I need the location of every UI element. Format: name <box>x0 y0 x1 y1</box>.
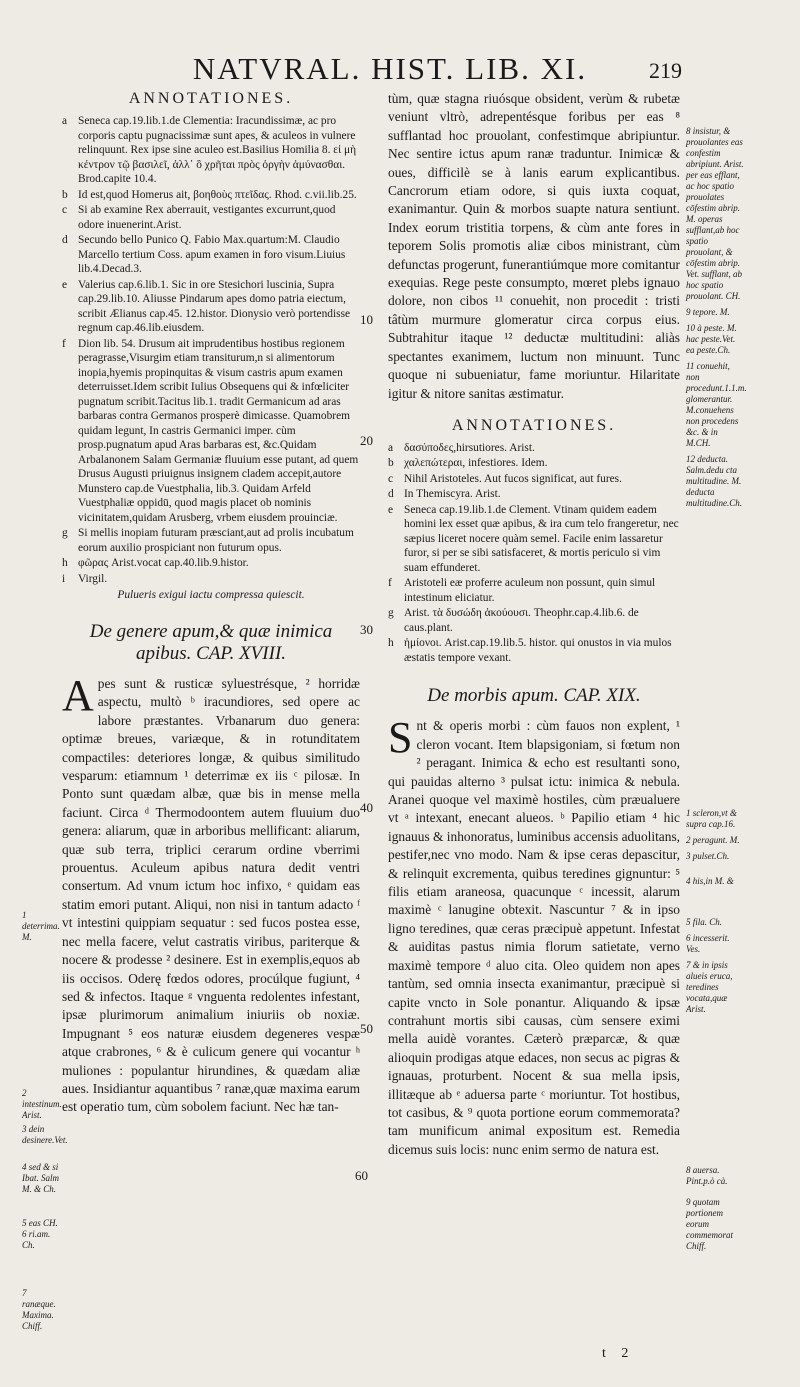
line-number: 60 <box>355 1168 368 1183</box>
marginal-note: 9 quotam portionem eorum commemorat Chiff. <box>686 1197 733 1251</box>
marginal-note: 3 pulset.Ch. <box>686 851 730 861</box>
marginal-note: 4 his,in M. & <box>686 876 734 886</box>
annotations-heading-left: ANNOTATIONES. <box>128 90 294 107</box>
right-marginal-notes <box>686 126 747 514</box>
page-number: 219 <box>649 58 682 83</box>
left-marginal-note: 2 intestinum. Arist. <box>22 1088 62 1120</box>
line-number: 50 <box>360 1021 373 1036</box>
chapter-18-continuation: tùm, quæ stagna riuósque obsident, verùm & rubetæ veniunt vltrò, adrepentésque foribus per eas ⁸ sufflantad hoc prouolant, confestimque abripiuntur. Nec sentire ictus apum ranæ traduntur. Inimicæ & oues, difficilè se à lanis earum explicantibus. Cancrorum etiam odore, si quis iuxta coquat, exanimantur. Quin & morbos suapte natura sentiunt. Index eorum tristitia torpens, & cùm ante fores in teporem Solis promotis aliæ cibos ministrant, cùm defunctas progerunt, funerantiúmque more comitantur exequias. Rege peste consumpto, mœret plebs ignauo dolore, non cibos ¹¹ conuehit, non procedit : tristi tâtùm murmure glomeratur circa corpus eius. Subtrahitur itaque ¹² deductæ multitudini: aliàs spectantes exanimem, luctum non minuunt. Tunc quoque ni subueniatur, fame moriuntur. Hilaritate igitur & nitore sanitas æstimatur. <box>388 91 680 401</box>
annotations-list-left <box>62 114 360 586</box>
annotation-item: c Nihil Aristoteles. Aut fucos significat, aut fures. <box>388 472 622 485</box>
marginal-note: 5 fila. Ch. <box>686 917 723 927</box>
marginal-note: 2 peragunt. M. <box>686 835 740 845</box>
chapter-heading-19: De morbis apum. CAP. XIX. <box>427 685 641 707</box>
annotation-item: a Seneca cap.19.lib.1.de Clementia: Iracundissimæ, ac pro corporis captu pugnacissimæ sunt apes, & aculeos in vulnere relinquunt. Rex ipse sine aculeo est.Basilius Homilia 8. εἰ μὴ κέντρον τῷ βασιλεῖ, ἀλλ᾽ ὃ χρῆται πρὸς ὀργὴν ἀμύνασθαι. Brod.capite 10.4. <box>62 115 357 185</box>
marginal-note: 12 deducta. Salm.dedu cta multitudine. M. deducta multitudine.Ch. <box>686 454 742 508</box>
left-marginal-note: 1 deterrima. M. <box>22 910 60 942</box>
annotation-item: h φῶρας Arist.vocat cap.40.lib.9.histor. <box>62 557 249 569</box>
marginal-note: 11 conuehit, non procedunt.1.1.m. glomerantur. M.conuehens non procedens &c. & in M.CH. <box>686 361 747 448</box>
marginal-note: 1 scleron,vt & supra cap.16. <box>686 808 737 829</box>
annotations-heading-right: ANNOTATIONES. <box>451 416 617 434</box>
running-header-title: NATVRAL. HIST. LIB. XI. <box>192 51 588 86</box>
chapter-19-text: Snt & operis morbi : cùm fauos non explent, ¹ cleron vocant. Item blapsigoniam, si fœtum non ² peragant. Inimica & echo est resultanti sono, qui pauidas alterno ³ pulsat ictu: inimica & nebula. Aranei quoque vel maximè hostiles, cùm præualuere vt ᵃ intexant, enecant alueos. ᵇ Papilio etiam ⁴ hic ignauus & inhonoratus, luminibus accensis aduolitans, pestifer,nec vno modo. Nam & ipse ceras depascitur, & relinquit excrementa, quibus teredines gignuntur: ⁵ filis etiam araneosa, quacunque ᶜ incessit, alarum maximè ᶜ lanugine obtexit. Nascuntur ⁷ & in ipso ligno teredines, quæ ceras præcipuè appetunt. Infestat & auiditas pastus nimia florum satietate, verno maximè tempore ᵈ aluo cita. Oleo quidem non apes tantùm, sed omnia insecta exanimantur, præcipuè si capite vncto in Sole ponantur. Aliquando & ipsæ contrahunt mortis sibi causas, cùm sensere eximi mella auidè vorantes. Cæterò præparcæ, & quæ alioquin prodigas atque edaces, non secus ac pigras & ignauas, proturbent. Nocent & sua mella ipsis, illitæque ab ᵉ aduersa parte ᶜ moriuntur. Tot hostibus, tot casibus, & ⁹ quota portione eorum commemorata? tam munificum animal expositum est. Remedia dicemus suis locis: nunc enim sermo de natura est. <box>388 713 680 1157</box>
annotation-closing-verse: Pulueris exigui iactu compressa quiescit. <box>117 589 305 601</box>
marginal-note: 7 & in ipsis alueis eruca, teredines vocata,quæ Arist. <box>686 960 733 1014</box>
left-marginal-note: 7 ranæque. Maxima. Chiff. <box>22 1288 56 1331</box>
right-column <box>388 90 680 1159</box>
marginal-note: 8 auersa. Pint.p.ò cà. <box>686 1165 728 1186</box>
marginal-note: 8 insistur, & prouolantes eas confestim abripiunt. Arist. per eas efflant, ac hoc spatio prouolates cōfestim abrip. M. operas sufflant,ab hoc spatio prouolant, & cōfestim abrip. Vet. sufflant, ab hoc spatio prouolant. CH. <box>686 126 744 301</box>
annotation-item: e Valerius cap.6.lib.1. Sic in ore Stesichori luscinia, Supra cap.29.lib.10. Aliusse Pindarum apes domo patria eiectum, scribit Ælianus cap.45. 12.histor. Dionysio verò portendisse regnum cap.46.lib.eiusdem. <box>62 278 351 334</box>
chapter-18-text: Apes sunt & rusticæ syluestrésque, ² horridæ aspectu, multò ᵇ iracundiores, sed opere ac labore præstantes. Vrbanarum duo genera: optimæ breues, variæque, & in rotunditatem compactiles: deteriores longæ, & quibus similitudo vesparum: etiamnum ¹ deterrimæ ex iis ᶜ pilosæ. In Ponto sunt quædam albæ, quæ bis in mense mella faciunt. Circa ᵈ Thermodoontem autem fluuium duo genera: aliarum, quæ in arboribus mellificant: aliarum, quæ sub terra, triplici cerarum ordine vberrimi prouentus. Aculeum apibus natura dedit ventri consertum. Ad vnum ictum hoc infixo, ᵉ quidam eas statim emori putant. Aliqui, non nisi in tantum adacto ᶠ vt intestini quippiam sequatur : sed fucos postea esse, nec mella facere, velut castratis viribus, pariterque & nocere & prodesse ² desinere. Est in exemplis,equos ab iis occisos. Oderę fœdos odores, procúlque fugiunt, ⁴ sed & infectos. Itaque ᵍ vnguenta redolentes infestant, ipsæ plurimorum animalium iniuriis ob noxiæ. Impugnant ⁵ eos naturæ eiusdem degeneres vespæ atque crabrones, ⁶ & è culicum genere qui vocantur ʰ muliones : populantur hirundines, & quædam aliæ aues. Insidiantur aquantibus ⁷ ranæ,quæ maxima earum est operatio tum, cùm sobolem faciunt. Nec hæ tan- <box>62 671 360 1115</box>
left-marginal-note: 3 dein desinere.Vet. <box>22 1124 68 1145</box>
left-column <box>62 90 360 1117</box>
marginal-note: 9 tepore. M. <box>686 307 730 317</box>
annotation-item: d In Themiscyra. Arist. <box>388 488 501 501</box>
annotation-item: g Si mellis inopiam futuram præsciant,aut ad prolis incubatum eorum auxilio prospiciant non futurum opus. <box>62 527 354 554</box>
signature-mark: t 2 <box>602 1346 635 1361</box>
line-number: 10 <box>360 312 373 327</box>
left-marginal-note: 4 sed & si Ibat. Salm M. & Ch. <box>22 1162 59 1194</box>
annotation-item: f Dion lib. 54. Drusum ait imprudentibus hostibus regionem peragrasse,Visurgim etiam transiturum,n si alimentorum inopia,hyemis propinquitas & visum castris apum examen deterruisset.Idem scribit Iulius Obsequens qui & infœliciter pugnatum scribit.Tacitus lib.1. tradit Germanicum ad aras barbaras contra Germanos prosperè dimicasse. Quamobrem quidam legunt, In castris Germanici imper. cùm prosp.pugnatum apud Aras barbaras est, &c.Quidam Arbalanonem Salam Germaniæ fluuium esse putant, ad quem Drusus Augusti priuignus insignem cladem accepit,autore Munstero cap.de Vuestphalia, lib.3. Quidam Arfeld Vuestphaliæ oppidū, quod magis placet ob nominis vicinitatem,quidam Arusberg, vrbem eiusdem prouinciæ. <box>62 337 359 524</box>
annotation-item: b χαλεπώτεραι, infestiores. Idem. <box>388 457 548 470</box>
annotation-item: f Aristoteli eæ proferre aculeum non possunt, quin simul intestinum eliciatur. <box>388 577 656 604</box>
annotation-item: g Arist. τὰ δυσώδη ἀκούουσι. Theophr.cap.4.lib.6. de caus.plant. <box>388 607 639 634</box>
annotation-item: e Seneca cap.19.lib.1.de Clement. Vtinam quidem eadem homini lex esset quæ apibus, & ira cum telo frangeretur, nec sæpius liceret nocere quàm semel. Facile enim lassaretur furor, si per se sibi satisfaceret, & mortis periculo si vim suam effunderet. <box>388 503 679 574</box>
drop-cap-left: A <box>62 671 94 720</box>
annotation-item: h ἡμίονοι. Arist.cap.19.lib.5. histor. qui onustos in via mulos æstatis tempore vexant. <box>388 637 672 664</box>
annotation-item: a δασύποδες,hirsutiores. Arist. <box>388 441 535 454</box>
annotations-list-right <box>388 441 680 666</box>
chapter-heading-18: De genere apum,& quæ inimica apibus. CAP. XVIII. <box>89 621 333 664</box>
right-marginal-notes-lower <box>686 808 744 1257</box>
left-marginal-note: 5 eas CH. 6 ri.am. Ch. <box>22 1218 58 1250</box>
drop-cap-right: S <box>388 713 413 763</box>
marginal-note: 6 incesserit. Ves. <box>686 933 730 954</box>
annotation-item: b Id est,quod Homerus ait, βοηθοὺς πτεῖδας. Rhod. c.vii.lib.25. <box>62 188 357 201</box>
marginal-note: 10 à peste. M. hac peste.Vet. ea peste.Ch. <box>686 323 737 355</box>
line-number: 30 <box>360 622 373 637</box>
annotation-item: d Secundo bello Punico Q. Fabio Max.quartum:M. Claudio Marcello tertium Coss. apum examen in foro visum.Liuius lib.4.Decad.3. <box>62 234 346 275</box>
line-number: 40 <box>360 800 373 815</box>
line-number: 20 <box>360 433 373 448</box>
annotation-item: c Si ab examine Rex aberrauit, vestigantes excurrunt,quod odore inuenerint.Arist. <box>62 204 336 231</box>
annotation-item: i Virgil. <box>62 572 108 585</box>
